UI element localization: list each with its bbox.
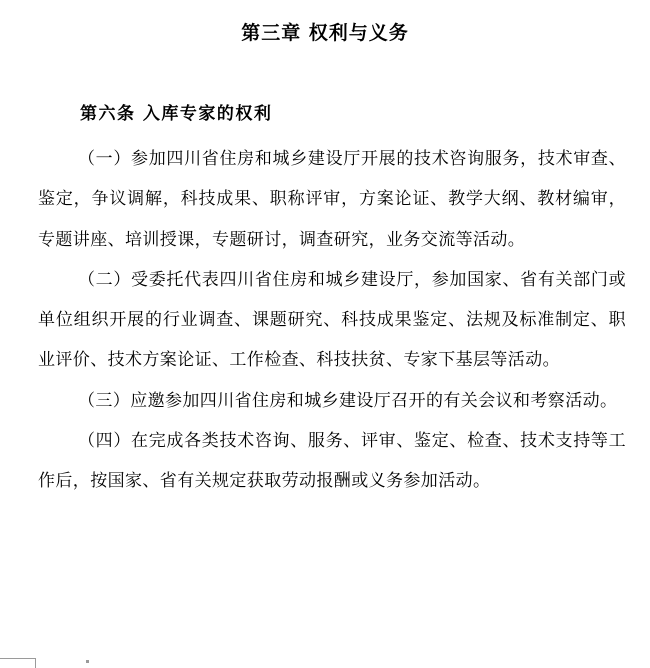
article-body: [38, 139, 626, 502]
paragraph-3: （三）应邀参加四川省住房和城乡建设厅召开的有关会议和考察活动。: [78, 390, 618, 411]
page-edge-dot: [86, 660, 89, 663]
paragraph-4: （四）在完成各类技术咨询、服务、评审、鉴定、检查、技术支持等工作后，按国家、省有关规定获取劳动报酬或义务参加活动。: [38, 431, 626, 492]
paragraph-1: （一）参加四川省住房和城乡建设厅开展的技术咨询服务，技术审查、鉴定，争议调解，科技成果、职称评审，方案论证、教学大纲、教材编审，专题讲座、培训授课，专题研讨，调查研究，业务交流等活动。: [38, 149, 626, 250]
chapter-title: 第三章 权利与义务: [241, 22, 409, 44]
paragraph-2: （二）受委托代表四川省住房和城乡建设厅，参加国家、省有关部门或单位组织开展的行业调查、课题研究、科技成果鉴定、法规及标准制定、职业评价、技术方案论证、工作检查、科技扶贫、专家下基层等活动。: [38, 269, 626, 371]
page-corner-mark: [0, 658, 36, 668]
article-heading: 第六条 入库专家的权利: [80, 104, 273, 124]
